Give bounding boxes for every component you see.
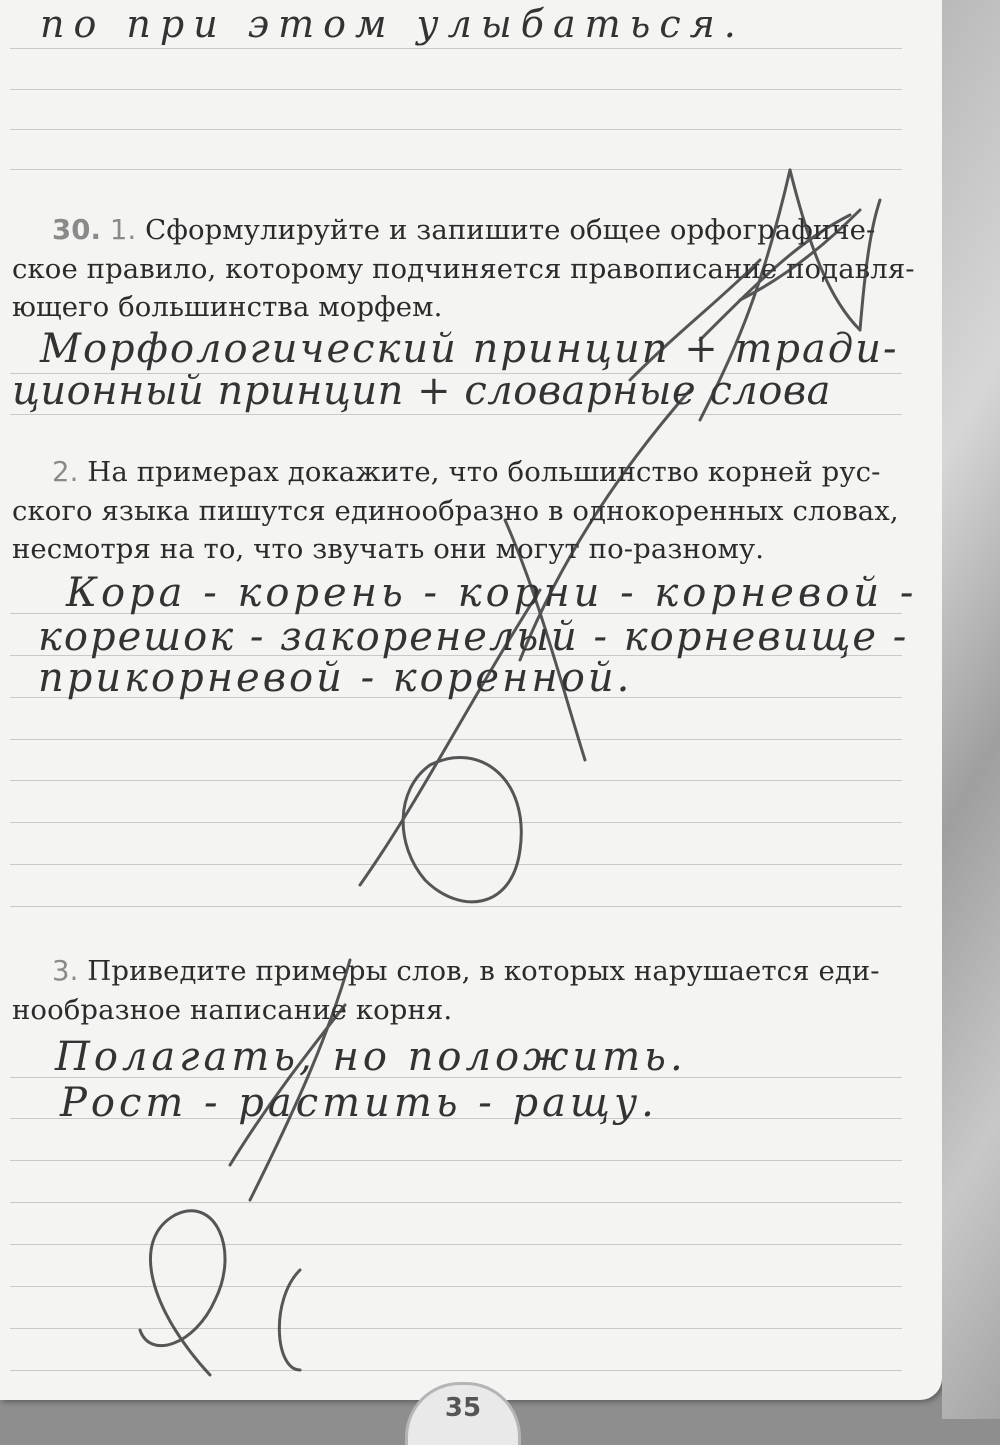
task-3-line: нообразное написание корня. [12, 993, 453, 1026]
handwritten-answer-task-2: корешок - закоренелый - корневище - [38, 614, 909, 660]
page-edge-decoration [942, 0, 1000, 1419]
task-1-line: ское правило, которому подчиняется правописание подавля- [12, 252, 915, 285]
task-2-line: ского языка пишутся единообразно в однокоренных словах, [12, 494, 899, 527]
task-1-line: Сформулируйте и запишите общее орфографиче- [145, 214, 876, 246]
exercise-number: 30. [52, 214, 102, 246]
handwritten-answer-task-2: прикорневой - коренной. [38, 655, 633, 701]
handwritten-answer-task-1: Морфологический принцип + тради- [40, 326, 899, 372]
task-1-line: ющего большинства морфем. [12, 291, 443, 323]
task-2-number: 2. [52, 456, 79, 488]
handwritten-answer-task-1: ционный принцип + словарные слова [12, 368, 831, 414]
task-3-line: Приведите примеры слов, в которых нарушается еди- [87, 955, 880, 987]
task-3-number: 3. [52, 955, 79, 987]
task-2-line: На примерах докажите, что большинство корней рус- [87, 456, 881, 488]
handwritten-answer-task-3: Рост - растить - ращу. [60, 1080, 658, 1126]
handwritten-answer-top: по при этом улыбаться. [40, 2, 745, 46]
task-2-line: несмотря на то, что звучать они могут по-разному. [12, 533, 765, 565]
page-number: 35 [444, 1393, 482, 1423]
handwritten-answer-task-3: Полагать, но положить. [55, 1034, 687, 1080]
task-1-number: 1. [109, 214, 137, 246]
handwritten-answer-task-2: Кора - корень - корни - корневой - [66, 570, 918, 616]
